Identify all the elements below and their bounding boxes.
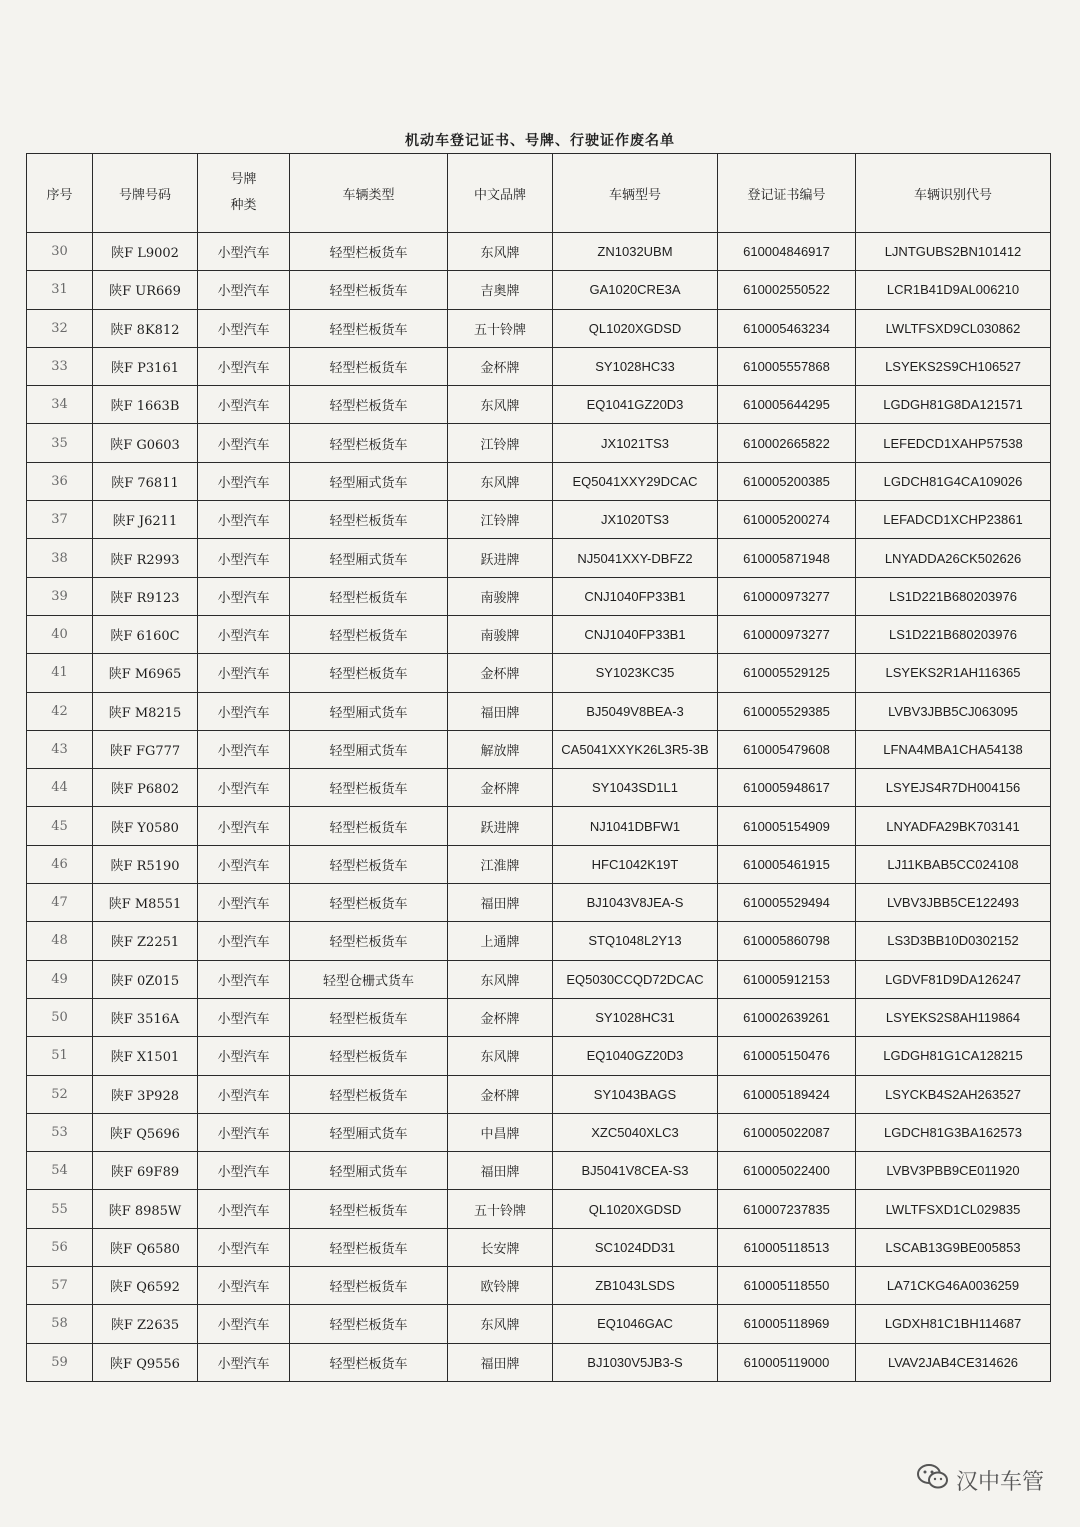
- cell-cert-no: 610007237835: [718, 1190, 856, 1228]
- cell-model: EQ1041GZ20D3: [553, 386, 718, 424]
- cell-model: ZN1032UBM: [553, 233, 718, 271]
- cell-vehicle-type: 轻型厢式货车: [290, 1152, 448, 1190]
- cell-brand: 上通牌: [448, 922, 553, 960]
- cell-model: CNJ1040FP33B1: [553, 577, 718, 615]
- cell-seq: 42: [27, 692, 93, 730]
- cell-vehicle-type: 轻型栏板货车: [290, 769, 448, 807]
- cell-vehicle-type: 轻型栏板货车: [290, 615, 448, 653]
- table-row: [27, 654, 1051, 692]
- cell-vin: LSYEJS4R7DH004156: [856, 769, 1051, 807]
- cell-cert-no: 610000973277: [718, 615, 856, 653]
- cell-plate-type: 小型汽车: [198, 845, 290, 883]
- cell-vin: LGDVF81D9DA126247: [856, 960, 1051, 998]
- table-row: [27, 1037, 1051, 1075]
- cell-model: ZB1043LSDS: [553, 1267, 718, 1305]
- cell-model: NJ5041XXY-DBFZ2: [553, 539, 718, 577]
- cell-vin: LSYEKS2S9CH106527: [856, 347, 1051, 385]
- table-row: [27, 807, 1051, 845]
- cell-model: EQ5041XXY29DCAC: [553, 462, 718, 500]
- cell-vehicle-type: 轻型厢式货车: [290, 462, 448, 500]
- table-row: [27, 424, 1051, 462]
- cell-cert-no: 610005479608: [718, 730, 856, 768]
- table-row: [27, 960, 1051, 998]
- cell-brand: 跃进牌: [448, 807, 553, 845]
- cell-vehicle-type: 轻型栏板货车: [290, 998, 448, 1036]
- cell-brand: 欧铃牌: [448, 1267, 553, 1305]
- cell-vehicle-type: 轻型栏板货车: [290, 424, 448, 462]
- header-vin: 车辆识别代号: [856, 154, 1051, 233]
- cell-model: SY1028HC31: [553, 998, 718, 1036]
- table-row: [27, 884, 1051, 922]
- table-row: [27, 539, 1051, 577]
- cell-seq: 30: [27, 233, 93, 271]
- cell-vin: LJNTGUBS2BN101412: [856, 233, 1051, 271]
- cell-model: XZC5040XLC3: [553, 1113, 718, 1151]
- cell-vin: LNYADFA29BK703141: [856, 807, 1051, 845]
- cell-model: QL1020XGDSD: [553, 1190, 718, 1228]
- cell-seq: 52: [27, 1075, 93, 1113]
- cell-vehicle-type: 轻型栏板货车: [290, 845, 448, 883]
- cell-vin: LCR1B41D9AL006210: [856, 271, 1051, 309]
- cell-brand: 中昌牌: [448, 1113, 553, 1151]
- cell-plate-number: 陕F Q6592: [93, 1267, 198, 1305]
- cell-plate-type: 小型汽车: [198, 271, 290, 309]
- cell-seq: 45: [27, 807, 93, 845]
- cell-vehicle-type: 轻型栏板货车: [290, 271, 448, 309]
- cell-plate-number: 陕F M6965: [93, 654, 198, 692]
- cell-plate-type: 小型汽车: [198, 1343, 290, 1381]
- cell-brand: 东风牌: [448, 386, 553, 424]
- cell-plate-number: 陕F Q5696: [93, 1113, 198, 1151]
- watermark: [916, 1463, 1044, 1497]
- cell-seq: 43: [27, 730, 93, 768]
- cell-vehicle-type: 轻型栏板货车: [290, 1305, 448, 1343]
- cell-vehicle-type: 轻型栏板货车: [290, 1343, 448, 1381]
- cell-brand: 南骏牌: [448, 577, 553, 615]
- cell-plate-type: 小型汽车: [198, 922, 290, 960]
- cell-cert-no: 610004846917: [718, 233, 856, 271]
- cell-brand: 江铃牌: [448, 501, 553, 539]
- cell-vehicle-type: 轻型栏板货车: [290, 577, 448, 615]
- void-list-table: [26, 153, 1051, 1382]
- cell-seq: 35: [27, 424, 93, 462]
- cell-model: EQ1046GAC: [553, 1305, 718, 1343]
- cell-model: CA5041XXYK26L3R5-3B: [553, 730, 718, 768]
- cell-cert-no: 610005189424: [718, 1075, 856, 1113]
- cell-vin: LGDCH81G4CA109026: [856, 462, 1051, 500]
- cell-vin: LVBV3JBB5CE122493: [856, 884, 1051, 922]
- cell-vin: LGDGH81G1CA128215: [856, 1037, 1051, 1075]
- cell-vin: LVAV2JAB4CE314626: [856, 1343, 1051, 1381]
- cell-plate-type: 小型汽车: [198, 347, 290, 385]
- cell-brand: 福田牌: [448, 884, 553, 922]
- cell-seq: 58: [27, 1305, 93, 1343]
- cell-plate-number: 陕F 76811: [93, 462, 198, 500]
- cell-brand: 吉奥牌: [448, 271, 553, 309]
- cell-vin: LSYEKS2R1AH116365: [856, 654, 1051, 692]
- cell-brand: 解放牌: [448, 730, 553, 768]
- cell-brand: 南骏牌: [448, 615, 553, 653]
- cell-plate-number: 陕F Z2635: [93, 1305, 198, 1343]
- table-row: [27, 1267, 1051, 1305]
- cell-plate-type: 小型汽车: [198, 233, 290, 271]
- page-title: 机动车登记证书、号牌、行驶证作废名单: [405, 133, 675, 149]
- cell-model: SY1028HC33: [553, 347, 718, 385]
- cell-cert-no: 610005557868: [718, 347, 856, 385]
- cell-cert-no: 610005529385: [718, 692, 856, 730]
- cell-plate-type: 小型汽车: [198, 730, 290, 768]
- cell-plate-number: 陕F Q9556: [93, 1343, 198, 1381]
- cell-model: EQ1040GZ20D3: [553, 1037, 718, 1075]
- table-row: [27, 386, 1051, 424]
- cell-brand: 金杯牌: [448, 769, 553, 807]
- cell-vehicle-type: 轻型栏板货车: [290, 654, 448, 692]
- table-row: [27, 1113, 1051, 1151]
- cell-plate-number: 陕F 0Z015: [93, 960, 198, 998]
- cell-plate-type: 小型汽车: [198, 1037, 290, 1075]
- cell-plate-number: 陕F 8K812: [93, 309, 198, 347]
- cell-cert-no: 610002665822: [718, 424, 856, 462]
- cell-seq: 47: [27, 884, 93, 922]
- cell-seq: 53: [27, 1113, 93, 1151]
- cell-vin: LA71CKG46A0036259: [856, 1267, 1051, 1305]
- cell-brand: 东风牌: [448, 1037, 553, 1075]
- cell-plate-number: 陕F R9123: [93, 577, 198, 615]
- cell-plate-number: 陕F P3161: [93, 347, 198, 385]
- table-row: [27, 309, 1051, 347]
- cell-vin: LWLTFSXD1CL029835: [856, 1190, 1051, 1228]
- cell-plate-number: 陕F 8985W: [93, 1190, 198, 1228]
- table-row: [27, 462, 1051, 500]
- header-plate-type: [198, 154, 290, 233]
- cell-plate-type: 小型汽车: [198, 386, 290, 424]
- cell-plate-type: 小型汽车: [198, 769, 290, 807]
- cell-cert-no: 610005529125: [718, 654, 856, 692]
- cell-cert-no: 610005154909: [718, 807, 856, 845]
- cell-seq: 38: [27, 539, 93, 577]
- cell-vin: LVBV3PBB9CE011920: [856, 1152, 1051, 1190]
- cell-brand: 东风牌: [448, 233, 553, 271]
- cell-seq: 44: [27, 769, 93, 807]
- cell-seq: 39: [27, 577, 93, 615]
- cell-plate-type: 小型汽车: [198, 1228, 290, 1266]
- cell-cert-no: 610005200385: [718, 462, 856, 500]
- cell-vin: LGDGH81G8DA121571: [856, 386, 1051, 424]
- cell-cert-no: 610005200274: [718, 501, 856, 539]
- cell-plate-type: 小型汽车: [198, 1113, 290, 1151]
- cell-brand: 福田牌: [448, 1152, 553, 1190]
- cell-brand: 五十铃牌: [448, 309, 553, 347]
- cell-vehicle-type: 轻型栏板货车: [290, 884, 448, 922]
- cell-plate-type: 小型汽车: [198, 1075, 290, 1113]
- header-plate-number: 号牌号码: [93, 154, 198, 233]
- cell-seq: 56: [27, 1228, 93, 1266]
- cell-vehicle-type: 轻型栏板货车: [290, 501, 448, 539]
- cell-vehicle-type: 轻型栏板货车: [290, 347, 448, 385]
- cell-brand: 金杯牌: [448, 654, 553, 692]
- wechat-icon: [916, 1463, 950, 1497]
- cell-vin: LNYADDA26CK502626: [856, 539, 1051, 577]
- cell-seq: 50: [27, 998, 93, 1036]
- cell-brand: 东风牌: [448, 960, 553, 998]
- cell-vin: LGDCH81G3BA162573: [856, 1113, 1051, 1151]
- cell-seq: 49: [27, 960, 93, 998]
- cell-model: SY1023KC35: [553, 654, 718, 692]
- cell-model: STQ1048L2Y13: [553, 922, 718, 960]
- table-row: [27, 1305, 1051, 1343]
- cell-cert-no: 610005871948: [718, 539, 856, 577]
- cell-model: BJ5041V8CEA-S3: [553, 1152, 718, 1190]
- cell-cert-no: 610005022400: [718, 1152, 856, 1190]
- table-row: [27, 1343, 1051, 1381]
- cell-brand: 江铃牌: [448, 424, 553, 462]
- cell-model: JX1021TS3: [553, 424, 718, 462]
- table-row: [27, 233, 1051, 271]
- cell-seq: 34: [27, 386, 93, 424]
- table-row: [27, 922, 1051, 960]
- cell-cert-no: 610000973277: [718, 577, 856, 615]
- cell-vin: LFNA4MBA1CHA54138: [856, 730, 1051, 768]
- cell-seq: 57: [27, 1267, 93, 1305]
- cell-brand: 福田牌: [448, 692, 553, 730]
- cell-model: SY1043BAGS: [553, 1075, 718, 1113]
- cell-vin: LSYCKB4S2AH263527: [856, 1075, 1051, 1113]
- cell-plate-number: 陕F FG777: [93, 730, 198, 768]
- table-row: [27, 692, 1051, 730]
- cell-vehicle-type: 轻型厢式货车: [290, 539, 448, 577]
- table-header-row: [27, 154, 1051, 233]
- cell-cert-no: 610005644295: [718, 386, 856, 424]
- cell-plate-type: 小型汽车: [198, 1190, 290, 1228]
- table-row: [27, 577, 1051, 615]
- cell-plate-type: 小型汽车: [198, 960, 290, 998]
- table-body: [27, 233, 1051, 1382]
- cell-model: BJ1030V5JB3-S: [553, 1343, 718, 1381]
- cell-plate-number: 陕F 1663B: [93, 386, 198, 424]
- cell-seq: 40: [27, 615, 93, 653]
- cell-vehicle-type: 轻型仓栅式货车: [290, 960, 448, 998]
- cell-model: SC1024DD31: [553, 1228, 718, 1266]
- cell-vin: LSYEKS2S8AH119864: [856, 998, 1051, 1036]
- cell-model: CNJ1040FP33B1: [553, 615, 718, 653]
- cell-brand: 江淮牌: [448, 845, 553, 883]
- table-row: [27, 347, 1051, 385]
- cell-model: SY1043SD1L1: [553, 769, 718, 807]
- cell-plate-type: 小型汽车: [198, 577, 290, 615]
- cell-seq: 41: [27, 654, 93, 692]
- cell-vin: LS1D221B680203976: [856, 577, 1051, 615]
- cell-cert-no: 610005912153: [718, 960, 856, 998]
- cell-vehicle-type: 轻型栏板货车: [290, 1075, 448, 1113]
- cell-vehicle-type: 轻型栏板货车: [290, 1228, 448, 1266]
- cell-brand: 金杯牌: [448, 347, 553, 385]
- cell-plate-number: 陕F X1501: [93, 1037, 198, 1075]
- cell-plate-type: 小型汽车: [198, 309, 290, 347]
- cell-plate-number: 陕F 6160C: [93, 615, 198, 653]
- cell-vin: LEFEDCD1XAHP57538: [856, 424, 1051, 462]
- cell-plate-number: 陕F 3516A: [93, 998, 198, 1036]
- cell-seq: 46: [27, 845, 93, 883]
- cell-plate-number: 陕F L9002: [93, 233, 198, 271]
- cell-model: JX1020TS3: [553, 501, 718, 539]
- cell-brand: 五十铃牌: [448, 1190, 553, 1228]
- cell-vehicle-type: 轻型栏板货车: [290, 807, 448, 845]
- cell-plate-number: 陕F Z2251: [93, 922, 198, 960]
- cell-seq: 59: [27, 1343, 93, 1381]
- header-brand: 中文品牌: [448, 154, 553, 233]
- cell-seq: 48: [27, 922, 93, 960]
- table-row: [27, 501, 1051, 539]
- cell-vehicle-type: 轻型厢式货车: [290, 1113, 448, 1151]
- cell-plate-type: 小型汽车: [198, 615, 290, 653]
- cell-vehicle-type: 轻型栏板货车: [290, 922, 448, 960]
- cell-plate-type: 小型汽车: [198, 692, 290, 730]
- cell-brand: 福田牌: [448, 1343, 553, 1381]
- cell-brand: 跃进牌: [448, 539, 553, 577]
- cell-cert-no: 610005529494: [718, 884, 856, 922]
- cell-plate-type: 小型汽车: [198, 654, 290, 692]
- table-row: [27, 271, 1051, 309]
- cell-cert-no: 610005948617: [718, 769, 856, 807]
- table-row: [27, 845, 1051, 883]
- cell-seq: 55: [27, 1190, 93, 1228]
- table-row: [27, 1190, 1051, 1228]
- header-model: 车辆型号: [553, 154, 718, 233]
- cell-plate-type: 小型汽车: [198, 539, 290, 577]
- cell-vehicle-type: 轻型栏板货车: [290, 1190, 448, 1228]
- cell-vin: LS1D221B680203976: [856, 615, 1051, 653]
- table-row: [27, 1228, 1051, 1266]
- cell-seq: 36: [27, 462, 93, 500]
- cell-brand: 东风牌: [448, 1305, 553, 1343]
- cell-seq: 37: [27, 501, 93, 539]
- cell-model: HFC1042K19T: [553, 845, 718, 883]
- cell-plate-number: 陕F P6802: [93, 769, 198, 807]
- cell-vehicle-type: 轻型栏板货车: [290, 386, 448, 424]
- cell-cert-no: 610005118513: [718, 1228, 856, 1266]
- watermark-text: 汉中车管: [955, 1469, 1044, 1495]
- cell-cert-no: 610005022087: [718, 1113, 856, 1151]
- cell-brand: 长安牌: [448, 1228, 553, 1266]
- cell-plate-number: 陕F Q6580: [93, 1228, 198, 1266]
- cell-plate-type: 小型汽车: [198, 501, 290, 539]
- cell-plate-type: 小型汽车: [198, 807, 290, 845]
- cell-plate-number: 陕F Y0580: [93, 807, 198, 845]
- cell-plate-type: 小型汽车: [198, 1305, 290, 1343]
- cell-cert-no: 610005860798: [718, 922, 856, 960]
- cell-model: QL1020XGDSD: [553, 309, 718, 347]
- cell-plate-type: 小型汽车: [198, 424, 290, 462]
- header-cert-no: 登记证书编号: [718, 154, 856, 233]
- cell-plate-number: 陕F R2993: [93, 539, 198, 577]
- cell-vin: LGDXH81C1BH114687: [856, 1305, 1051, 1343]
- cell-model: GA1020CRE3A: [553, 271, 718, 309]
- table-row: [27, 615, 1051, 653]
- cell-plate-number: 陕F M8551: [93, 884, 198, 922]
- cell-seq: 54: [27, 1152, 93, 1190]
- cell-model: EQ5030CCQD72DCAC: [553, 960, 718, 998]
- cell-vehicle-type: 轻型栏板货车: [290, 1037, 448, 1075]
- cell-brand: 金杯牌: [448, 1075, 553, 1113]
- header-vehicle-type: 车辆类型: [290, 154, 448, 233]
- cell-plate-type: 小型汽车: [198, 884, 290, 922]
- cell-cert-no: 610005463234: [718, 309, 856, 347]
- cell-plate-number: 陕F R5190: [93, 845, 198, 883]
- cell-vin: LSCAB13G9BE005853: [856, 1228, 1051, 1266]
- cell-plate-type: 小型汽车: [198, 998, 290, 1036]
- cell-vehicle-type: 轻型厢式货车: [290, 730, 448, 768]
- table-row: [27, 1075, 1051, 1113]
- table-row: [27, 998, 1051, 1036]
- cell-model: BJ1043V8JEA-S: [553, 884, 718, 922]
- cell-model: BJ5049V8BEA-3: [553, 692, 718, 730]
- cell-seq: 51: [27, 1037, 93, 1075]
- cell-vehicle-type: 轻型栏板货车: [290, 309, 448, 347]
- cell-vehicle-type: 轻型厢式货车: [290, 692, 448, 730]
- cell-cert-no: 610002639261: [718, 998, 856, 1036]
- table-row: [27, 730, 1051, 768]
- cell-plate-number: 陕F UR669: [93, 271, 198, 309]
- cell-seq: 31: [27, 271, 93, 309]
- cell-cert-no: 610005119000: [718, 1343, 856, 1381]
- cell-seq: 33: [27, 347, 93, 385]
- header-plate-type-line2: 种类: [230, 198, 257, 213]
- cell-vehicle-type: 轻型栏板货车: [290, 233, 448, 271]
- cell-vehicle-type: 轻型栏板货车: [290, 1267, 448, 1305]
- cell-plate-type: 小型汽车: [198, 1267, 290, 1305]
- cell-plate-number: 陕F J6211: [93, 501, 198, 539]
- cell-cert-no: 610005118969: [718, 1305, 856, 1343]
- header-plate-type-line1: 号牌: [230, 172, 257, 187]
- cell-model: NJ1041DBFW1: [553, 807, 718, 845]
- header-seq: 序号: [27, 154, 93, 233]
- cell-vin: LVBV3JBB5CJ063095: [856, 692, 1051, 730]
- table-row: [27, 1152, 1051, 1190]
- cell-vin: LWLTFSXD9CL030862: [856, 309, 1051, 347]
- cell-vin: LJ11KBAB5CC024108: [856, 845, 1051, 883]
- cell-vin: LS3D3BB10D0302152: [856, 922, 1051, 960]
- cell-cert-no: 610005118550: [718, 1267, 856, 1305]
- cell-plate-number: 陕F 3P928: [93, 1075, 198, 1113]
- cell-plate-number: 陕F G0603: [93, 424, 198, 462]
- cell-plate-type: 小型汽车: [198, 1152, 290, 1190]
- cell-vin: LEFADCD1XCHP23861: [856, 501, 1051, 539]
- cell-plate-type: 小型汽车: [198, 462, 290, 500]
- cell-cert-no: 610005461915: [718, 845, 856, 883]
- cell-brand: 东风牌: [448, 462, 553, 500]
- table-row: [27, 769, 1051, 807]
- cell-cert-no: 610002550522: [718, 271, 856, 309]
- cell-seq: 32: [27, 309, 93, 347]
- cell-brand: 金杯牌: [448, 998, 553, 1036]
- cell-plate-number: 陕F M8215: [93, 692, 198, 730]
- cell-plate-number: 陕F 69F89: [93, 1152, 198, 1190]
- cell-cert-no: 610005150476: [718, 1037, 856, 1075]
